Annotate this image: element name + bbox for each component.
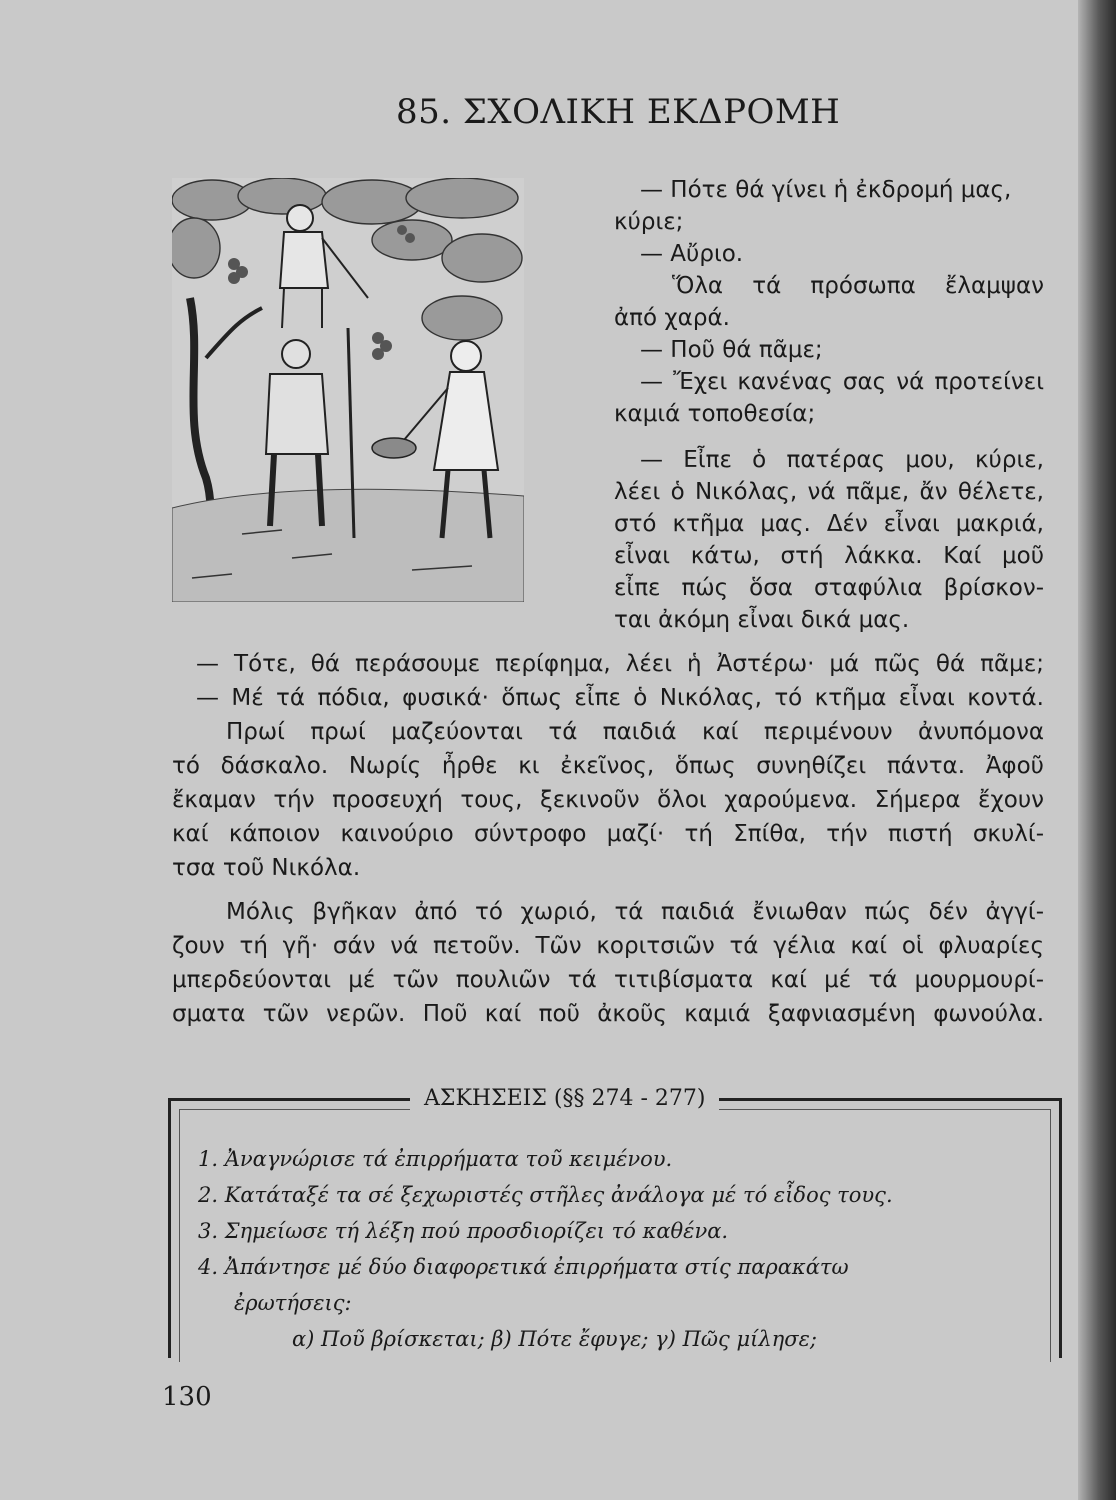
story-line: ἀπό χαρά.	[614, 305, 730, 331]
story-line: εἶναι κάτω, στή λάκκα. Καί μοῦ	[614, 543, 1044, 569]
story-line: Μόλις βγῆκαν ἀπό τό χωριό, τά παιδιά ἔνιωθαν πώς δέν ἀγγί-	[226, 899, 1044, 925]
story-line: καμιά τοποθεσία;	[614, 401, 816, 427]
exercises-heading: ΑΣΚΗΣΕΙΣ (§§ 274 - 277)	[410, 1084, 719, 1114]
story-line: σματα τῶν νερῶν. Ποῦ καί ποῦ ἀκοῦς καμιά ξαφνιασμένη φωνούλα.	[172, 1001, 1044, 1027]
story-line: ται ἀκόμη εἶναι δικά μας.	[614, 607, 910, 633]
story-line: τσα τοῦ Νικόλα.	[172, 855, 361, 881]
story-line: — Πότε θά γίνει ἡ ἐκδρομή μας,	[640, 177, 1012, 203]
exercise-item: 2. Κατάταξέ τα σέ ξεχωριστές στῆλες ἀνάλογα μέ τό εἶδος τους.	[198, 1183, 893, 1207]
exercise-item: 3. Σημείωσε τή λέξη πού προσδιορίζει τό καθένα.	[198, 1219, 729, 1243]
story-line: — Εἶπε ὁ πατέρας μου, κύριε,	[640, 447, 1044, 473]
story-line: στό κτῆμα μας. Δέν εἶναι μακριά,	[614, 511, 1044, 537]
story-line: λέει ὁ Νικόλας, νά πᾶμε, ἄν θέλετε,	[614, 479, 1044, 505]
exercise-item: ἐρωτήσεις:	[234, 1291, 352, 1315]
book-gutter	[1078, 0, 1116, 1500]
exercise-item: 1. Ἀναγνώρισε τά ἐπιρρήματα τοῦ κειμένου.	[198, 1147, 673, 1171]
page-title: 85. ΣΧΟΛΙΚΗ ΕΚΔΡΟΜΗ	[396, 92, 841, 132]
story-line: Ὅλα τά πρόσωπα ἔλαμψαν	[672, 273, 1044, 299]
story-line: — Ποῦ θά πᾶμε;	[640, 337, 823, 363]
illustration-children-vineyard	[172, 178, 524, 602]
exercise-item: 4. Ἀπάντησε μέ δύο διαφορετικά ἐπιρρήματα στίς παρακάτω	[198, 1255, 849, 1279]
story-line: κύριε;	[614, 209, 684, 235]
story-line: μπερδεύονται μέ τῶν πουλιῶν τά τιτιβίσματα καί μέ τά μουρμουρί-	[172, 967, 1044, 993]
exercise-item: α) Ποῦ βρίσκεται; β) Πότε ἔφυγε; γ) Πῶς μίλησε;	[292, 1327, 817, 1351]
story-line: εἶπε πώς ὅσα σταφύλια βρίσκον-	[614, 575, 1044, 601]
story-line: — Τότε, θά περάσουμε περίφημα, λέει ἡ Ἀστέρω· μά πῶς θά πᾶμε;	[196, 651, 1044, 677]
story-line: — Αὔριο.	[640, 241, 744, 267]
story-line: ζουν τή γῆ· σάν νά πετοῦν. Τῶν κοριτσιῶν τά γέλια καί οἱ φλυαρίες	[172, 933, 1044, 959]
story-line: — Ἔχει κανένας σας νά προτείνει	[640, 369, 1044, 395]
story-line: ἔκαμαν τήν προσευχή τους, ξεκινοῦν ὅλοι χαρούμενα. Σήμερα ἔχουν	[172, 787, 1044, 813]
story-line: καί κάποιον καινούριο σύντροφο μαζί· τή Σπίθα, τήν πιστή σκυλί-	[172, 821, 1044, 847]
story-line: — Μέ τά πόδια, φυσικά· ὅπως εἶπε ὁ Νικόλας, τό κτῆμα εἶναι κοντά.	[196, 685, 1044, 711]
story-line: τό δάσκαλο. Νωρίς ἦρθε κι ἐκεῖνος, ὅπως συνηθίζει πάντα. Ἀφοῦ	[172, 753, 1044, 779]
page-number: 130	[162, 1382, 212, 1412]
story-line: Πρωί πρωί μαζεύονται τά παιδιά καί περιμένουν ἀνυπόμονα	[226, 719, 1044, 745]
